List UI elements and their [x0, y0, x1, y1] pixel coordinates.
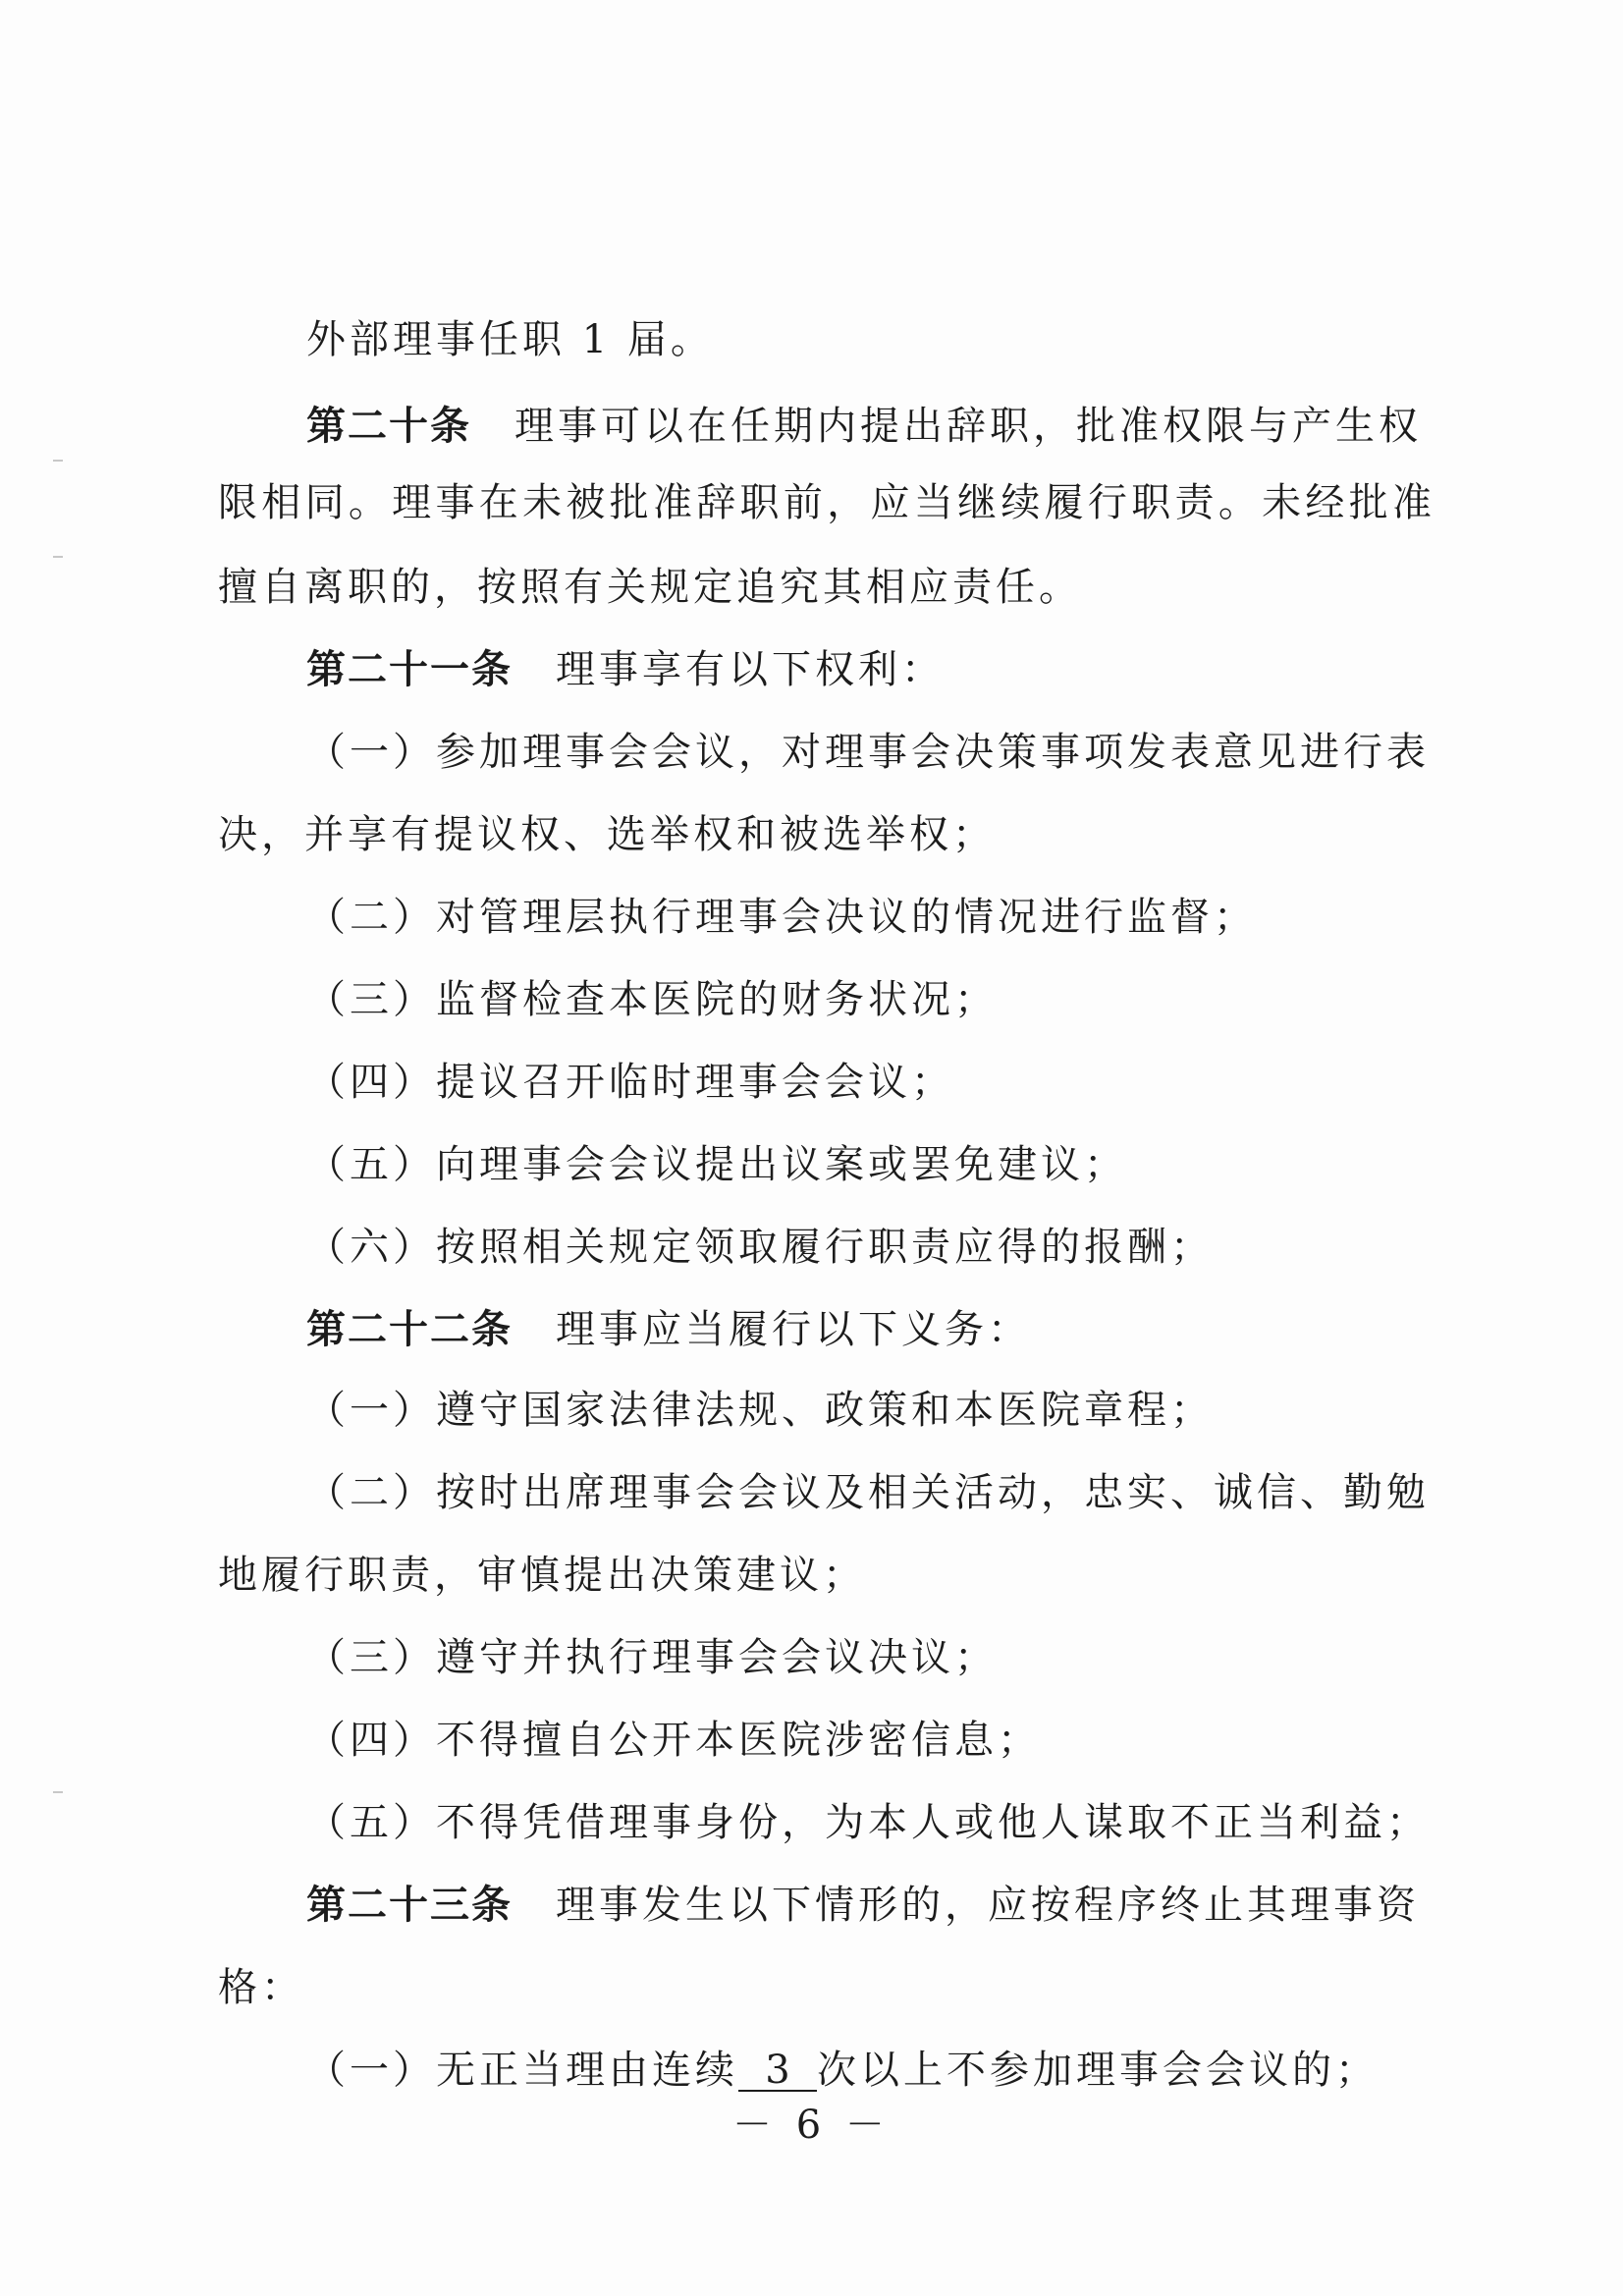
article-20-line: 第二十条 理事可以在任期内提出辞职，批准权限与产生权 [306, 404, 1422, 449]
list-item: （一）参加理事会会议，对理事会决策事项发表意见进行表 [306, 730, 1430, 775]
list-item: （六）按照相关规定领取履行职责应得的报酬； [306, 1225, 1214, 1270]
text-line: 擅自离职的，按照有关规定追究其相应责任。 [218, 565, 1082, 610]
page-number: － 6 － [732, 2103, 891, 2148]
list-item: （二）按时出席理事会会议及相关活动，忠实、诚信、勤勉 [306, 1470, 1430, 1515]
scan-speck [53, 556, 63, 558]
article-heading: 第二十二条 [306, 1307, 513, 1352]
text-line: 格： [218, 1965, 304, 2010]
text-line: 决，并享有提议权、选举权和被选举权； [218, 812, 996, 857]
scan-speck [53, 1791, 63, 1793]
text-line: 地履行职责，审慎提出决策建议； [218, 1553, 866, 1598]
article-22-line: 第二十二条 理事应当履行以下义务： [306, 1307, 1031, 1352]
list-item: （五）不得凭借理事身份，为本人或他人谋取不正当利益； [306, 1800, 1430, 1845]
article-heading: 第二十条 [306, 404, 471, 449]
list-item: （四）提议召开临时理事会会议； [306, 1060, 954, 1105]
article-heading: 第二十一条 [306, 647, 513, 692]
underlined-count: 3 [738, 2050, 817, 2092]
article-21-line: 第二十一条 理事享有以下权利： [306, 647, 945, 692]
list-item: （三）遵守并执行理事会会议决议； [306, 1635, 998, 1680]
article-23-line: 第二十三条 理事发生以下情形的，应按程序终止其理事资 [306, 1883, 1420, 1928]
list-item: （二）对管理层执行理事会决议的情况进行监督； [306, 895, 1257, 940]
text-line: 外部理事任职 1 届。 [306, 317, 714, 362]
text-line: 限相同。理事在未被批准辞职前，应当继续履行职责。未经批准 [218, 480, 1432, 525]
list-item: （三）监督检查本医院的财务状况； [306, 977, 998, 1022]
list-item: （四）不得擅自公开本医院涉密信息； [306, 1718, 1041, 1763]
scan-speck [53, 460, 63, 462]
list-item: （一）遵守国家法律法规、政策和本医院章程； [306, 1388, 1214, 1433]
list-item: （一）无正当理由连续 3 次以上不参加理事会会议的； [306, 2048, 1379, 2093]
list-item: （五）向理事会会议提出议案或罢免建议； [306, 1142, 1127, 1187]
article-heading: 第二十三条 [306, 1883, 513, 1928]
